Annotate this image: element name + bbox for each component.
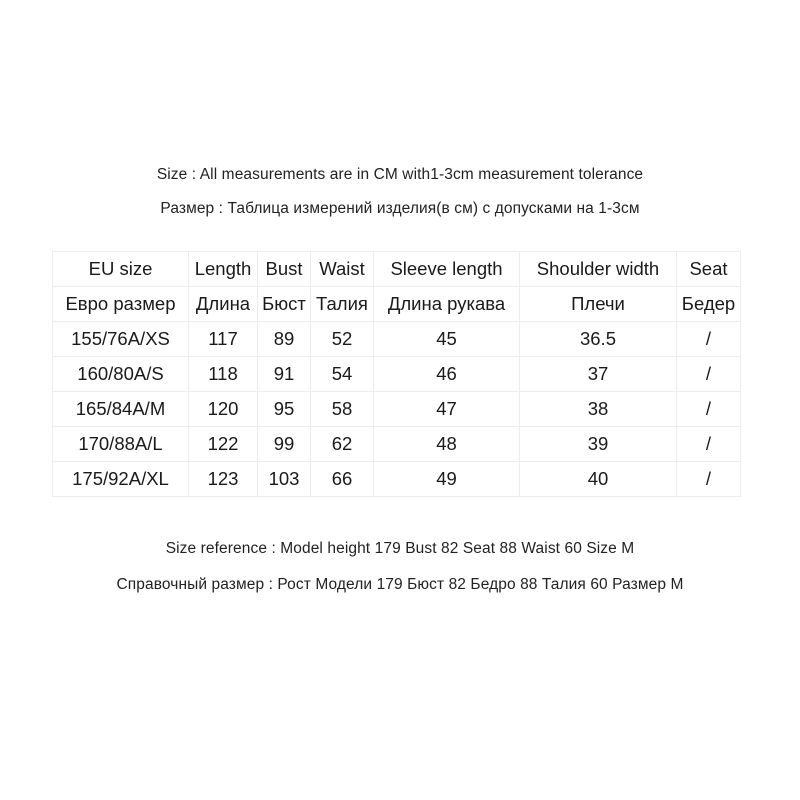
table-cell: 89 <box>258 322 311 357</box>
table-cell: 118 <box>189 357 258 392</box>
header-cell: Длина рукава <box>374 287 520 322</box>
table-cell: 122 <box>189 427 258 462</box>
header-cell: Плечи <box>520 287 677 322</box>
table-cell: 170/88A/L <box>53 427 189 462</box>
size-caption-en: Size : All measurements are in CM with1-3cm measurement tolerance <box>156 166 644 183</box>
table-cell: 103 <box>258 462 311 497</box>
header-cell: Евро размер <box>53 287 189 322</box>
size-reference-ru: Справочный размер : Рост Модели 179 Бюст 82 Бедро 88 Талия 60 Размер M <box>116 576 684 593</box>
size-reference-en: Size reference : Model height 179 Bust 82 Seat 88 Waist 60 Size M <box>165 540 635 557</box>
header-cell: Sleeve length <box>374 252 520 287</box>
table-cell: 175/92A/XL <box>53 462 189 497</box>
table-cell: / <box>677 357 741 392</box>
header-cell: Length <box>189 252 258 287</box>
table-cell: / <box>677 392 741 427</box>
table-row <box>53 322 741 357</box>
table-cell: 58 <box>311 392 374 427</box>
table-cell: 165/84A/M <box>53 392 189 427</box>
table-cell: 117 <box>189 322 258 357</box>
table-cell: 47 <box>374 392 520 427</box>
table-cell: 54 <box>311 357 374 392</box>
table-cell: 46 <box>374 357 520 392</box>
table-row <box>53 357 741 392</box>
table-cell: 49 <box>374 462 520 497</box>
table-cell: 155/76A/XS <box>53 322 189 357</box>
header-cell: Waist <box>311 252 374 287</box>
table-cell: 40 <box>520 462 677 497</box>
table-cell: 160/80A/S <box>53 357 189 392</box>
table-cell: 123 <box>189 462 258 497</box>
header-cell: Длина <box>189 287 258 322</box>
table-cell: / <box>677 427 741 462</box>
table-cell: 48 <box>374 427 520 462</box>
size-caption-ru: Размер : Таблица измерений изделия(в см) с допусками на 1-3см <box>160 200 640 217</box>
table-cell: 39 <box>520 427 677 462</box>
table-cell: 36.5 <box>520 322 677 357</box>
table-cell: 62 <box>311 427 374 462</box>
table-cell: 99 <box>258 427 311 462</box>
header-cell: Bust <box>258 252 311 287</box>
table-cell: 66 <box>311 462 374 497</box>
table-cell: 120 <box>189 392 258 427</box>
table-cell: 95 <box>258 392 311 427</box>
table-cell: 91 <box>258 357 311 392</box>
table-cell: 45 <box>374 322 520 357</box>
size-table <box>52 251 741 497</box>
table-header-row-ru <box>53 287 741 322</box>
table-row <box>53 462 741 497</box>
header-cell: EU size <box>53 252 189 287</box>
table-header-row-en <box>53 252 741 287</box>
header-cell: Талия <box>311 287 374 322</box>
table-cell: 52 <box>311 322 374 357</box>
header-cell: Seat <box>677 252 741 287</box>
table-cell: / <box>677 462 741 497</box>
table-row <box>53 392 741 427</box>
table-cell: / <box>677 322 741 357</box>
table-row <box>53 427 741 462</box>
header-cell: Shoulder width <box>520 252 677 287</box>
table-cell: 38 <box>520 392 677 427</box>
table-cell: 37 <box>520 357 677 392</box>
header-cell: Бедер <box>677 287 741 322</box>
header-cell: Бюст <box>258 287 311 322</box>
